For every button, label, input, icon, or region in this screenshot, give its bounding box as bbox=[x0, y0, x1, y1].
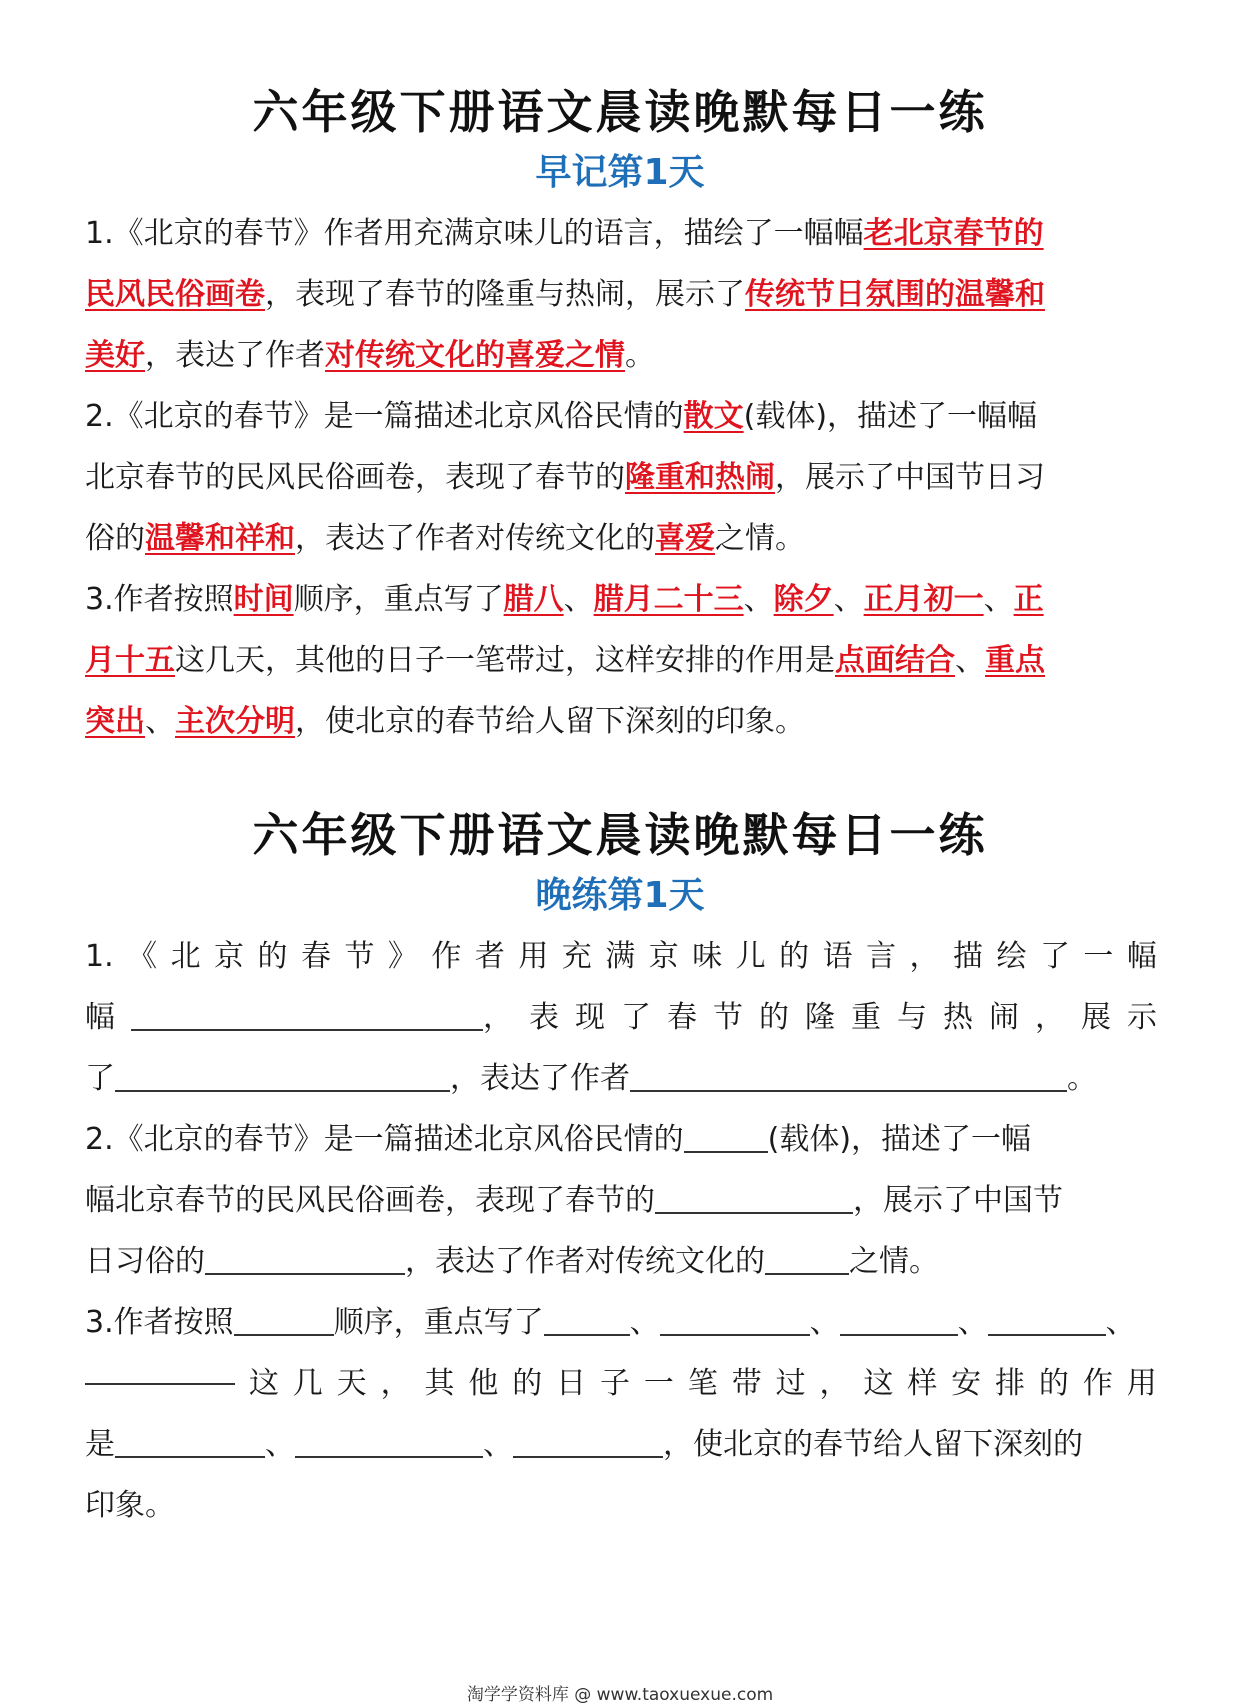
text: ，表达了作者 bbox=[450, 1061, 630, 1096]
text: ，展示了中国节 bbox=[853, 1183, 1063, 1218]
text: ，表现了春节的隆重与热闹，展示了 bbox=[265, 277, 745, 312]
morning-q3-line3 bbox=[85, 691, 1157, 752]
text-char: 一 bbox=[1083, 939, 1114, 974]
fill-blank[interactable] bbox=[660, 1304, 810, 1336]
text-char: 1. bbox=[85, 939, 114, 974]
text-char: 其 bbox=[424, 1366, 455, 1401]
morning-q2-line1 bbox=[85, 386, 1157, 447]
morning-answers bbox=[85, 203, 1157, 752]
morning-q2-line3 bbox=[85, 508, 1157, 569]
text-char: 示 bbox=[1127, 1000, 1157, 1035]
answer: 隆重和热闹 bbox=[625, 460, 775, 495]
text-char: 用 bbox=[518, 939, 549, 974]
text: (载体)，描述了一幅幅 bbox=[743, 399, 1038, 434]
text: 、 bbox=[629, 1305, 660, 1340]
text-char: ， bbox=[380, 1366, 411, 1401]
text: 之情。 bbox=[849, 1244, 939, 1279]
text-char: 这 bbox=[248, 1366, 279, 1401]
text-char: 言 bbox=[866, 939, 897, 974]
evening-q2-line2 bbox=[85, 1170, 1157, 1231]
text-char: 带 bbox=[731, 1366, 762, 1401]
fill-blank[interactable] bbox=[655, 1182, 853, 1214]
answer: 时间 bbox=[233, 582, 294, 617]
text-char: 绘 bbox=[996, 939, 1027, 974]
evening-q1-line3 bbox=[85, 1048, 1157, 1109]
text-char: 隆 bbox=[805, 1000, 835, 1035]
text-char: 》 bbox=[387, 939, 418, 974]
fill-blank[interactable] bbox=[544, 1304, 630, 1336]
text-char: 闹 bbox=[989, 1000, 1019, 1035]
text-char: 了 bbox=[1039, 939, 1070, 974]
text-char: 过 bbox=[775, 1366, 806, 1401]
morning-q3-line2 bbox=[85, 630, 1157, 691]
answer: 民风民俗画卷 bbox=[85, 277, 265, 312]
footer-watermark: 淘学学资料库 @ www.taoxuexue.com bbox=[466, 1685, 774, 1705]
text-char: 春 bbox=[300, 939, 331, 974]
morning-q1-line2 bbox=[85, 264, 1157, 325]
evening-q3-line3 bbox=[85, 1414, 1157, 1475]
answer: 腊月二十三 bbox=[593, 582, 744, 617]
fill-blank[interactable] bbox=[131, 999, 483, 1031]
evening-q2-line1 bbox=[85, 1109, 1157, 1170]
answer: 主次分明 bbox=[175, 704, 295, 739]
fill-blank[interactable] bbox=[765, 1243, 849, 1275]
fill-blank[interactable] bbox=[85, 1353, 235, 1385]
answer: 老北京春节的 bbox=[863, 216, 1044, 251]
text: 顺序，重点写了 bbox=[293, 582, 504, 617]
text: 是 bbox=[85, 1427, 115, 1462]
fill-blank[interactable] bbox=[988, 1304, 1106, 1336]
text-char: 日 bbox=[556, 1366, 587, 1401]
text-char: 排 bbox=[995, 1366, 1026, 1401]
answer: 美好 bbox=[85, 338, 145, 373]
text-char: 节 bbox=[713, 1000, 743, 1035]
fill-blank[interactable] bbox=[115, 1060, 450, 1092]
text: ， bbox=[483, 1000, 513, 1035]
text: 、 bbox=[983, 582, 1014, 617]
fill-blank[interactable] bbox=[234, 1304, 334, 1336]
fill-blank[interactable] bbox=[205, 1243, 405, 1275]
morning-q1-line1 bbox=[85, 203, 1157, 264]
fill-blank[interactable] bbox=[630, 1060, 1067, 1092]
text-char: ， bbox=[1035, 1000, 1065, 1035]
text-char: 描 bbox=[953, 939, 983, 974]
text-char: 这 bbox=[863, 1366, 894, 1401]
morning-q1-line3 bbox=[85, 325, 1157, 386]
text: 幅 bbox=[85, 1000, 115, 1035]
text: 北京春节的民风民俗画卷，表现了春节的 bbox=[85, 460, 625, 495]
morning-q2-line2 bbox=[85, 447, 1157, 508]
text-char: 表 bbox=[529, 1000, 559, 1035]
text-char: 展 bbox=[1081, 1000, 1111, 1035]
text: 、 bbox=[145, 704, 175, 739]
text-char: 与 bbox=[897, 1000, 927, 1035]
text-char: ， bbox=[909, 939, 940, 974]
fill-blank[interactable] bbox=[295, 1426, 483, 1458]
evening-q2-line3 bbox=[85, 1231, 1157, 1292]
text: 2.《北京的春节》是一篇描述北京风俗民情的 bbox=[85, 1122, 684, 1157]
text-char: 的 bbox=[779, 939, 810, 974]
text: 顺序，重点写了 bbox=[333, 1305, 544, 1340]
text: 、 bbox=[743, 582, 774, 617]
text: 、 bbox=[957, 1305, 988, 1340]
text-char: 了 bbox=[621, 1000, 651, 1035]
text: 俗的 bbox=[85, 521, 145, 556]
evening-q3-line2 bbox=[85, 1353, 1157, 1414]
text-char: 现 bbox=[575, 1000, 605, 1035]
text: 、 bbox=[563, 582, 594, 617]
text: 3.作者按照 bbox=[85, 1305, 234, 1340]
text: ，表达了作者 bbox=[145, 338, 325, 373]
answer: 除夕 bbox=[773, 582, 834, 617]
answer: 传统节日氛围的温馨和 bbox=[745, 277, 1045, 312]
text: 。 bbox=[1067, 1061, 1097, 1096]
answer: 腊八 bbox=[503, 582, 564, 617]
text: ，使北京的春节给人留下深刻的印象。 bbox=[295, 704, 805, 739]
text-char: 他 bbox=[468, 1366, 499, 1401]
text: ，展示了中国节日习 bbox=[775, 460, 1045, 495]
text-char: 样 bbox=[907, 1366, 938, 1401]
text-char: 味 bbox=[692, 939, 723, 974]
text: ，表达了作者对传统文化的 bbox=[295, 521, 655, 556]
fill-blank[interactable] bbox=[513, 1426, 663, 1458]
text-char: 子 bbox=[600, 1366, 631, 1401]
morning-q3-line1 bbox=[85, 569, 1157, 630]
text-char: 语 bbox=[822, 939, 853, 974]
text-char: 安 bbox=[951, 1366, 982, 1401]
text-char: 的 bbox=[759, 1000, 789, 1035]
text: 1.《北京的春节》作者用充满京味儿的语言，描绘了一幅幅 bbox=[85, 216, 864, 251]
text-char: 笔 bbox=[687, 1366, 718, 1401]
answer: 温馨和祥和 bbox=[145, 521, 295, 556]
text: 幅北京春节的民风民俗画卷，表现了春节的 bbox=[85, 1183, 655, 1218]
text: ，表达了作者对传统文化的 bbox=[405, 1244, 765, 1279]
evening-blanks bbox=[85, 926, 1157, 1536]
text: (载体)，描述了一幅 bbox=[767, 1122, 1032, 1157]
fill-blank[interactable] bbox=[840, 1304, 958, 1336]
text-char: 几 bbox=[292, 1366, 323, 1401]
answer: 正月初一 bbox=[863, 582, 984, 617]
text-char: 北 bbox=[170, 939, 201, 974]
evening-q1-line1 bbox=[85, 926, 1157, 987]
text-char: 节 bbox=[344, 939, 375, 974]
text-char: 幅 bbox=[1126, 939, 1157, 974]
text-char: 京 bbox=[214, 939, 245, 974]
evening-title: 六年级下册语文晨读晚默每日一练 bbox=[252, 808, 988, 862]
text-char: 京 bbox=[648, 939, 679, 974]
fill-blank[interactable] bbox=[684, 1121, 768, 1153]
text-char: 作 bbox=[1082, 1366, 1113, 1401]
text: 、 bbox=[955, 643, 985, 678]
text-char: 春 bbox=[667, 1000, 697, 1035]
text-char: 用 bbox=[1126, 1366, 1157, 1401]
text-char: 热 bbox=[943, 1000, 973, 1035]
text: 、 bbox=[809, 1305, 840, 1340]
text: 这几天，其他的日子一笔带过，这样安排的作用是 bbox=[175, 643, 835, 678]
evening-subtitle: 晚练第1天 bbox=[535, 875, 705, 916]
text-char: 者 bbox=[474, 939, 505, 974]
answer: 对传统文化的喜爱之情 bbox=[325, 338, 625, 373]
text-char: ， bbox=[819, 1366, 850, 1401]
answer: 正 bbox=[1013, 582, 1044, 617]
text-char: 《 bbox=[127, 939, 158, 974]
text: 3.作者按照 bbox=[85, 582, 234, 617]
text: ，使北京的春节给人留下深刻的 bbox=[663, 1427, 1083, 1462]
answer: 散文 bbox=[683, 399, 744, 434]
text-char: 满 bbox=[605, 939, 636, 974]
text-char: 充 bbox=[561, 939, 592, 974]
fill-blank[interactable] bbox=[115, 1426, 265, 1458]
answer: 突出 bbox=[85, 704, 145, 739]
text: 印象。 bbox=[85, 1488, 175, 1523]
morning-subtitle: 早记第1天 bbox=[535, 152, 705, 193]
answer: 点面结合 bbox=[835, 643, 955, 678]
text: 2.《北京的春节》是一篇描述北京风俗民情的 bbox=[85, 399, 684, 434]
text-char: 的 bbox=[512, 1366, 543, 1401]
evening-q1-line2 bbox=[85, 987, 1157, 1048]
text: 、 bbox=[833, 582, 864, 617]
text: 了 bbox=[85, 1061, 115, 1096]
evening-q3-line4 bbox=[85, 1475, 1157, 1536]
text-char: 一 bbox=[643, 1366, 674, 1401]
evening-q3-line1 bbox=[85, 1292, 1157, 1353]
text-char: 天 bbox=[336, 1366, 367, 1401]
text-char: 重 bbox=[851, 1000, 881, 1035]
text-char: 儿 bbox=[735, 939, 766, 974]
answer: 喜爱 bbox=[655, 521, 715, 556]
text-char: 作 bbox=[431, 939, 462, 974]
answer: 月十五 bbox=[85, 643, 175, 678]
morning-title: 六年级下册语文晨读晚默每日一练 bbox=[252, 85, 988, 139]
text: 日习俗的 bbox=[85, 1244, 205, 1279]
text: 、 bbox=[483, 1427, 513, 1462]
text: 、 bbox=[265, 1427, 295, 1462]
text: 。 bbox=[625, 338, 655, 373]
text-char: 的 bbox=[1038, 1366, 1069, 1401]
text-char: 的 bbox=[257, 939, 288, 974]
text: 之情。 bbox=[715, 521, 805, 556]
answer: 重点 bbox=[985, 643, 1045, 678]
text: 、 bbox=[1105, 1305, 1136, 1340]
